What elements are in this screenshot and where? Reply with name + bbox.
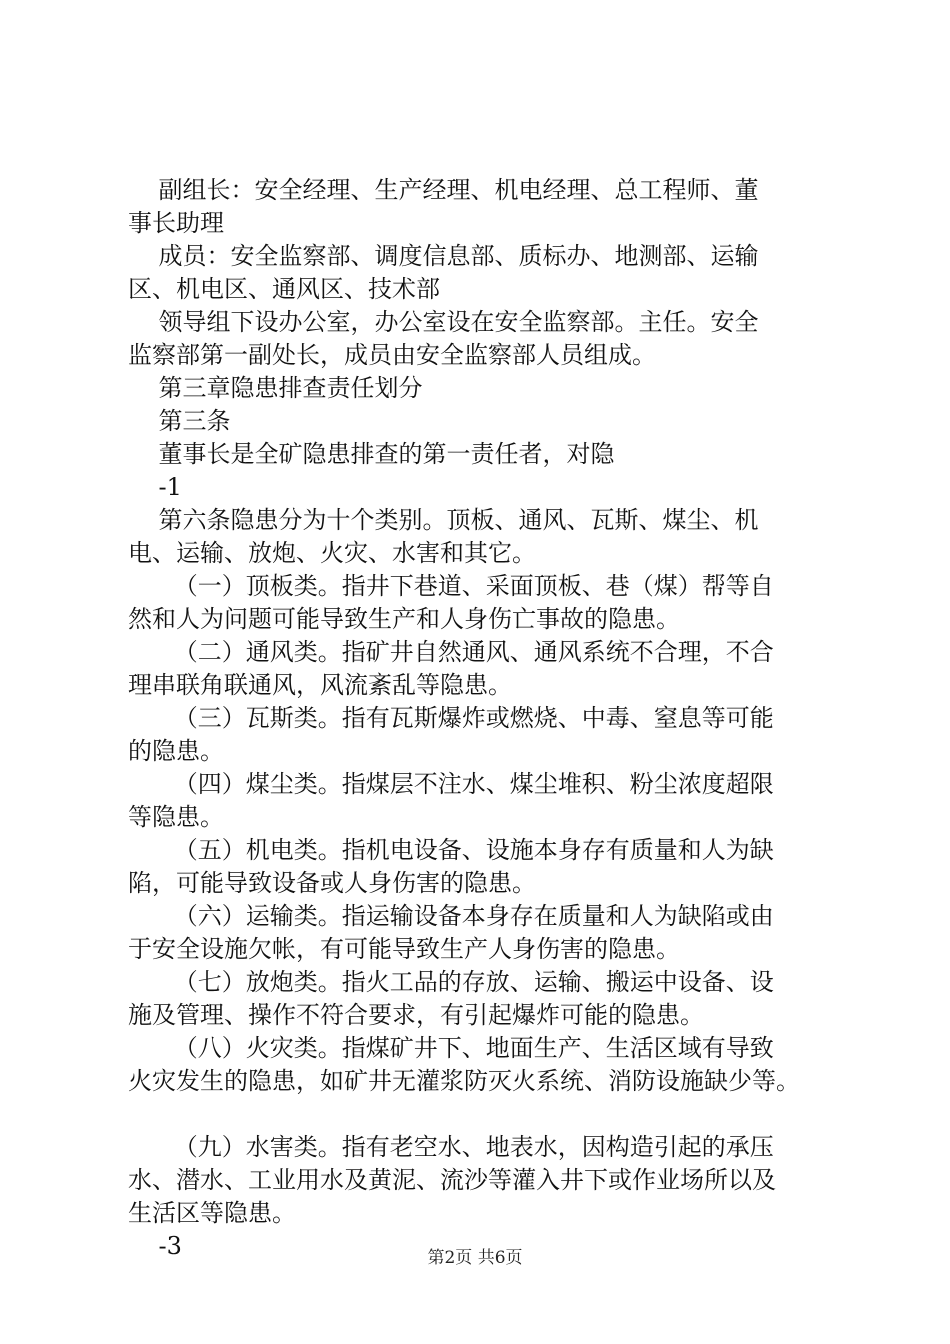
- text-line: （三）瓦斯类。指有瓦斯爆炸或燃烧、中毒、窒息等可能: [128, 704, 774, 732]
- text-line: 施及管理、操作不符合要求，有引起爆炸可能的隐患。: [128, 1001, 704, 1029]
- text-line: （二）通风类。指矿井自然通风、通风系统不合理，不合: [128, 638, 774, 666]
- text-line: （一）顶板类。指井下巷道、采面顶板、巷（煤）帮等自: [128, 572, 774, 600]
- text-line: 然和人为问题可能导致生产和人身伤亡事故的隐患。: [128, 605, 680, 633]
- text-line: 水、潜水、工业用水及黄泥、流沙等灌入井下或作业场所以及: [128, 1166, 776, 1194]
- text-line: 第三条: [128, 407, 231, 435]
- text-line: 理串联角联通风，风流紊乱等隐患。: [128, 671, 512, 699]
- page-footer: 第2页 共6页: [427, 1248, 523, 1268]
- text-line: （九）水害类。指有老空水、地表水，因构造引起的承压: [128, 1133, 774, 1161]
- text-line: 的隐患。: [128, 737, 224, 765]
- text-line: 区、机电区、通风区、技术部: [128, 275, 440, 303]
- text-line: 于安全设施欠帐，有可能导致生产人身伤害的隐患。: [128, 935, 680, 963]
- text-line: 陷，可能导致设备或人身伤害的隐患。: [128, 869, 536, 897]
- text-line: （八）火灾类。指煤矿井下、地面生产、生活区域有导致: [128, 1034, 774, 1062]
- text-line: （六）运输类。指运输设备本身存在质量和人为缺陷或由: [128, 902, 774, 930]
- text-line: （七）放炮类。指火工品的存放、运输、搬运中设备、设: [128, 968, 774, 996]
- text-line: 董事长是全矿隐患排查的第一责任者，对隐: [128, 440, 615, 468]
- text-line: 生活区等隐患。: [128, 1199, 296, 1227]
- text-line: 副组长：安全经理、生产经理、机电经理、总工程师、董: [128, 176, 759, 204]
- text-line: （四）煤尘类。指煤层不注水、煤尘堆积、粉尘浓度超限: [128, 770, 774, 798]
- text-line: 等隐患。: [128, 803, 224, 831]
- text-line: 领导组下设办公室，办公室设在安全监察部。主任。安全: [128, 308, 759, 336]
- text-line: 事长助理: [128, 209, 224, 237]
- text-line: 第三章隐患排查责任划分: [128, 374, 423, 402]
- text-line: 监察部第一副处长，成员由安全监察部人员组成。: [128, 341, 656, 369]
- text-line: （五）机电类。指机电设备、设施本身存有质量和人为缺: [128, 836, 774, 864]
- paragraph-gap: [128, 1098, 833, 1131]
- text-line: 第六条隐患分为十个类别。顶板、通风、瓦斯、煤尘、机: [128, 506, 759, 534]
- text-line: 电、运输、放炮、火灾、水害和其它。: [128, 539, 536, 567]
- text-line: 火灾发生的隐患，如矿井无灌浆防灭火系统、消防设施缺少等。: [128, 1067, 800, 1095]
- text-line: 成员：安全监察部、调度信息部、质标办、地测部、运输: [128, 242, 759, 270]
- document-body: [128, 174, 833, 1263]
- text-line: -3: [128, 1232, 182, 1260]
- text-line: -1: [128, 473, 182, 501]
